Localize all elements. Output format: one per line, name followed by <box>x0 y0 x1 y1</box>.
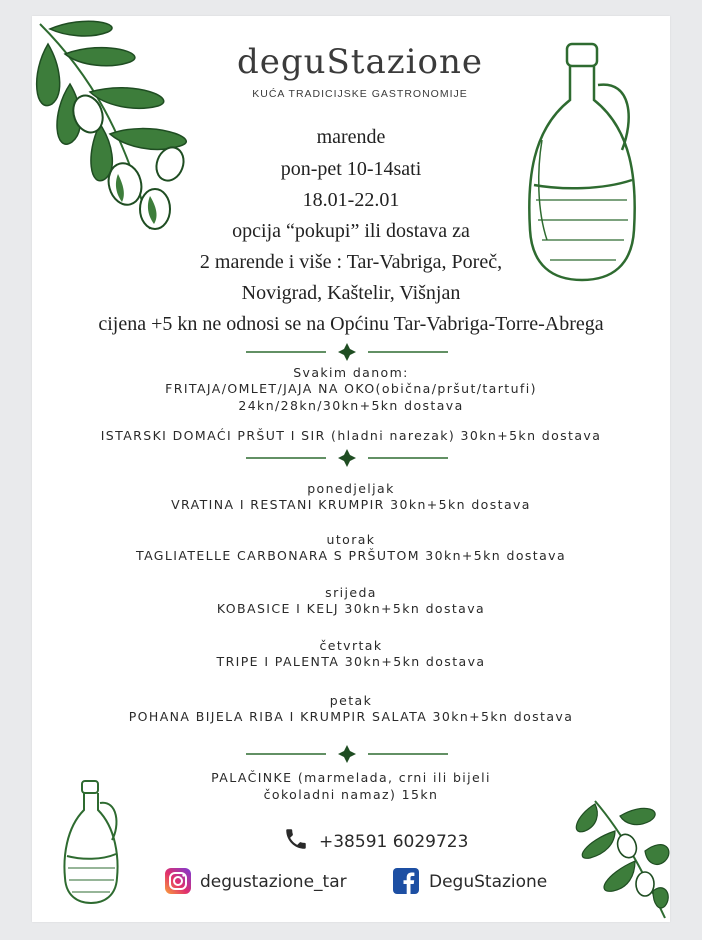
dessert-line-2: čokoladni namaz) 15kn <box>263 787 439 802</box>
daily-item-prsut: ISTARSKI DOMAĆI PRŠUT I SIR (hladni narezak) 30kn+5kn dostava <box>100 428 602 443</box>
daily-item-eggs: FRITAJA/OMLET/JAJA NA OKO(obična/pršut/tartufi) <box>165 381 537 396</box>
intro-delivery-1: 2 marende i više : Tar-Vabriga, Poreč, <box>199 251 503 273</box>
intro-hours: pon-pet 10-14sati <box>280 158 422 180</box>
brand-tagline: KUĆA TRADICIJSKE GASTRONOMIJE <box>252 88 468 100</box>
day-dish: TRIPE I PALENTA 30kn+5kn dostava <box>216 654 486 669</box>
phone-icon <box>283 826 309 852</box>
facebook-page[interactable]: DeguStazione <box>429 872 548 892</box>
intro-dates: 18.01-22.01 <box>302 189 400 211</box>
day-dish: VRATINA I RESTANI KRUMPIR 30kn+5kn dostava <box>171 497 531 512</box>
phone-number[interactable]: +38591 6029723 <box>319 832 469 852</box>
dessert-line-1: PALAČINKE (marmelada, crni ili bijeli <box>211 770 491 785</box>
day-dish: KOBASICE I KELJ 30kn+5kn dostava <box>216 601 486 616</box>
facebook-icon[interactable] <box>393 868 419 894</box>
intro-option: opcija “pokupi” ili dostava za <box>232 220 470 242</box>
day-dish: POHANA BIJELA RIBA I KRUMPIR SALATA 30kn+5kn dostava <box>128 709 574 724</box>
day-label: petak <box>329 693 373 708</box>
divider <box>246 342 448 362</box>
brand-name: deguStazione <box>236 42 484 82</box>
day-label: četvrtak <box>319 638 383 653</box>
intro-title: marende <box>316 126 386 148</box>
day-dish: TAGLIATELLE CARBONARA S PRŠUTOM 30kn+5kn dostava <box>136 548 566 563</box>
brand-header <box>200 40 520 100</box>
day-label: srijeda <box>325 585 377 600</box>
instagram-icon[interactable] <box>165 868 191 894</box>
intro-delivery-2: Novigrad, Kaštelir, Višnjan <box>241 282 461 304</box>
day-label: ponedjeljak <box>307 481 395 496</box>
divider <box>246 744 448 764</box>
olive-branch-small-illustration <box>565 796 675 922</box>
daily-item-eggs-price: 24kn/28kn/30kn+5kn dostava <box>238 398 464 413</box>
day-label: utorak <box>326 532 376 547</box>
divider <box>246 448 448 468</box>
daily-heading: Svakim danom: <box>293 365 409 380</box>
intro-price-note: cijena +5 kn ne odnosi se na Općinu Tar-Vabriga-Torre-Abrega <box>98 313 604 335</box>
instagram-handle[interactable]: degustazione_tar <box>200 872 347 892</box>
